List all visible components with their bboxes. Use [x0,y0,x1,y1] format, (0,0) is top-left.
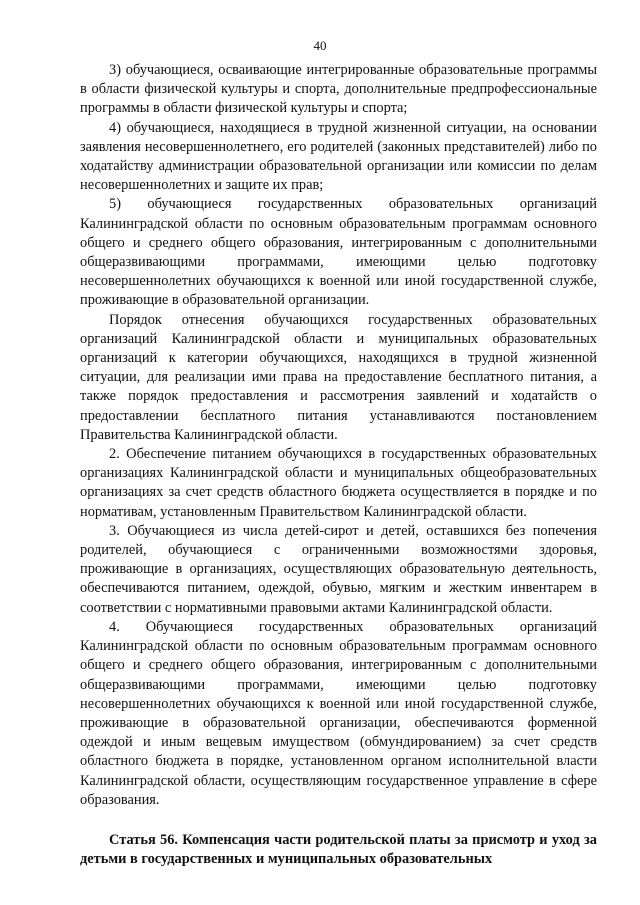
paragraph-clause-2: 2. Обеспечение питанием обучающихся в государственных образовательных организациях Калининградской области и муниципальных общеобразовательных организациях за счет средств областного бюджета осуществляется в порядке и по нормативам, установленным Правительством Калининградской области. [80,446,597,520]
paragraph-item-4: 4) обучающиеся, находящиеся в трудной жизненной ситуации, на основании заявления несовершеннолетнего, его родителей (законных представителей) либо по ходатайству администрации образовательной организации или комиссии по делам несовершеннолетних и защите их прав; [80,119,597,194]
paragraph-item-3: 3) обучающиеся, осваивающие интегрированные образовательные программы в области физической культуры и спорта, дополнительные предпрофессиональные программы в области физической культуры и спорта; [80,62,597,117]
paragraph-item-5: 5) обучающиеся государственных образовательных организаций Калининградской области по основным образовательным программам основного общего и среднего общего образования, интегрированным с дополнительными общеразвивающими программами, имеющими целью подготовку несовершеннолетних обучающихся к военной или иной государственной службе, проживающие в образовательной организации. [80,196,597,309]
paragraph-clause-4: 4. Обучающиеся государственных образовательных организаций Калининградской области по основным образовательным программам основного общего и среднего общего образования, интегрированным с дополнительными общеразвивающими программами, имеющими целью подготовку несовершеннолетних обучающихся к военной или иной государственной службе, проживающие в образовательной организации, обеспечиваются форменной одеждой и иным вещевым имуществом (обмундированием) за счет средств областного бюджета в порядке, установленном органом исполнительной власти Калининградской области, осуществляющим государственное управление в сфере образования. [80,618,597,808]
article-heading: Статья 56. Компенсация части родительской платы за присмотр и уход за детьми в государственных и муниципальных образовательных [80,831,597,868]
paragraph-procedure: Порядок отнесения обучающихся государственных образовательных организаций Калининградской области и муниципальных образовательных организаций к категории обучающихся, находящихся в трудной жизненной ситуации, для реализации ими права на предоставление бесплатного питания, а также порядок предоставления и рассмотрения заявлений и ходатайств о предоставлении бесплатного питания устанавливаются постановлением Правительства Калининградской области. [80,311,597,443]
paragraph-clause-3: 3. Обучающиеся из числа детей-сирот и детей, оставшихся без попечения родителей, обучающиеся с ограниченными возможностями здоровья, проживающие в организациях, осуществляющих образовательную деятельность, обеспечиваются питанием, одеждой, обувью, мягким и жестким инвентарем в соответствии с нормативными правовыми актами Калининградской области. [80,522,597,616]
document-body [80,61,597,869]
page-number: 40 [313,38,327,53]
